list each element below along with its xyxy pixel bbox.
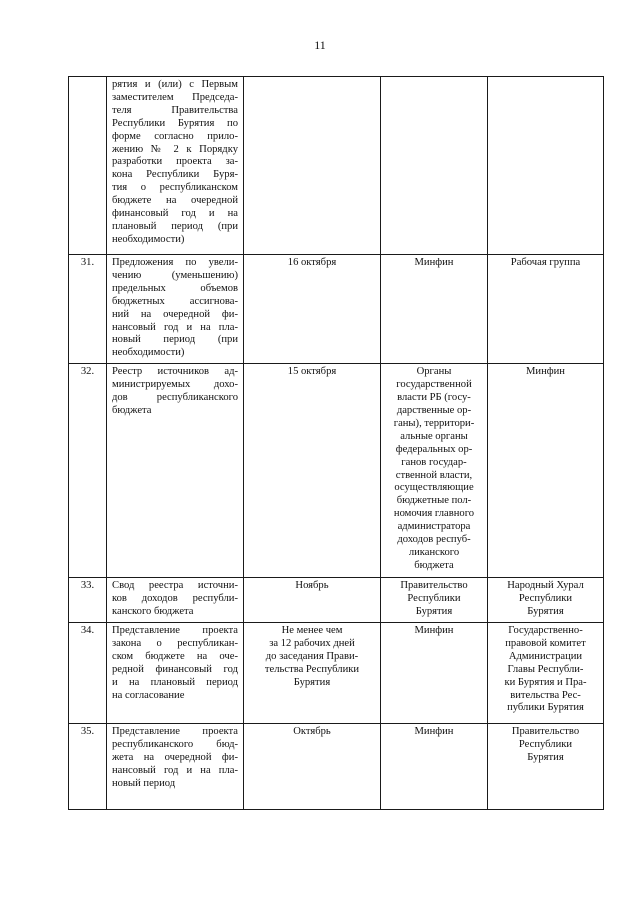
cell-line: до заседания Прави- bbox=[265, 650, 359, 662]
row-number: 35. bbox=[69, 723, 107, 809]
table-row bbox=[69, 255, 604, 364]
schedule-table bbox=[68, 76, 604, 810]
cell-line: доходов респуб- bbox=[397, 534, 471, 546]
row-number bbox=[69, 77, 107, 255]
cell-line: Реестр источников ад- bbox=[112, 366, 238, 378]
row-number: 34. bbox=[69, 622, 107, 723]
responsible-cell bbox=[381, 77, 488, 255]
cell-line: Свод реестра источни- bbox=[112, 580, 238, 592]
cell-line: Бурятия bbox=[415, 606, 453, 618]
cell-line: Предложения по увели- bbox=[112, 257, 238, 268]
cell-line: бюджетных ассигнова- bbox=[112, 295, 238, 307]
cell-line: Республики bbox=[518, 738, 573, 750]
cell-line: необходимости) bbox=[112, 347, 185, 359]
table-row bbox=[69, 578, 604, 623]
cell-line: Ноябрь bbox=[295, 580, 329, 592]
cell-line: Главы Республи- bbox=[507, 663, 584, 675]
cell-line: бюджета bbox=[112, 404, 152, 416]
cell-line: Республики bbox=[518, 593, 573, 605]
deadline-cell bbox=[244, 578, 381, 623]
cell-line: на согласование bbox=[112, 689, 185, 701]
cell-line: нансовый год и на пла- bbox=[112, 764, 238, 776]
cell-line: Представление проекта bbox=[112, 725, 238, 737]
cell-line: Рабочая группа bbox=[510, 257, 581, 268]
table-row bbox=[69, 364, 604, 578]
cell-line: Правительство bbox=[400, 580, 468, 592]
cell-line: предельных объемов bbox=[112, 282, 238, 294]
row-number: 32. bbox=[69, 364, 107, 578]
cell-line: бюджете на очередной bbox=[112, 195, 238, 207]
responsible-cell bbox=[381, 723, 488, 809]
action-cell bbox=[107, 622, 244, 723]
cell-line: бюджета bbox=[414, 559, 454, 571]
cell-line: новый период bbox=[112, 777, 176, 789]
deadline-cell bbox=[244, 255, 381, 364]
cell-line: Минфин bbox=[414, 257, 454, 268]
row-number: 33. bbox=[69, 578, 107, 623]
deadline-cell bbox=[244, 723, 381, 809]
cell-line: рятия и (или) с Первым bbox=[112, 79, 238, 90]
responsible-cell bbox=[381, 622, 488, 723]
cell-line: дарственные ор- bbox=[396, 404, 472, 416]
action-cell bbox=[107, 364, 244, 578]
cell-line: публики Бурятия bbox=[507, 702, 584, 714]
cell-line: чению (уменьшению) bbox=[112, 269, 238, 281]
cell-line: за 12 рабочих дней bbox=[269, 637, 355, 649]
recipient-cell bbox=[488, 364, 604, 578]
cell-line: государственной bbox=[396, 379, 472, 391]
cell-line: жета на очередной фи- bbox=[112, 751, 238, 763]
page-number: 11 bbox=[314, 38, 326, 52]
cell-line: нансовый год и на пла- bbox=[112, 321, 238, 333]
cell-line: канского бюджета bbox=[112, 606, 194, 618]
cell-line: Бурятия bbox=[293, 676, 331, 688]
cell-line: форме согласно прило- bbox=[112, 130, 238, 142]
cell-line: министрируемых дохо- bbox=[112, 379, 238, 391]
cell-line: и на плановый период bbox=[112, 676, 238, 688]
cell-line: Минфин bbox=[414, 624, 454, 636]
cell-line: плановый период (при bbox=[112, 220, 238, 232]
action-cell bbox=[107, 77, 244, 255]
cell-line: Государственно- bbox=[508, 624, 583, 636]
table-row bbox=[69, 622, 604, 723]
cell-line: правовой комитет bbox=[505, 637, 586, 649]
cell-line: Республики bbox=[407, 593, 461, 605]
cell-line: бюджетные пол- bbox=[396, 495, 472, 507]
cell-line: ганов государ- bbox=[401, 456, 467, 468]
cell-line: власти РБ (госу- bbox=[397, 392, 471, 404]
cell-line: финансовый год и на bbox=[112, 208, 238, 220]
cell-line: Народный Хурал bbox=[507, 580, 584, 592]
cell-line: осуществляющие bbox=[394, 482, 474, 494]
cell-line: ков доходов республи- bbox=[112, 593, 238, 605]
cell-line: 15 октября bbox=[287, 366, 337, 378]
table-row bbox=[69, 723, 604, 809]
cell-line: жению № 2 к Порядку bbox=[112, 143, 238, 155]
cell-line: новый период (при bbox=[112, 334, 238, 346]
cell-line: заместителем Председа- bbox=[112, 91, 238, 103]
cell-line: кона Республики Буря- bbox=[112, 169, 238, 181]
recipient-cell bbox=[488, 578, 604, 623]
cell-line: тельства Республики bbox=[264, 663, 360, 675]
cell-line: Представление проекта bbox=[112, 624, 238, 636]
recipient-cell bbox=[488, 255, 604, 364]
recipient-cell bbox=[488, 622, 604, 723]
cell-line: ний на очередной фи- bbox=[112, 308, 238, 320]
cell-line: ганы), территори- bbox=[393, 417, 475, 429]
cell-line: номочия главного bbox=[393, 508, 475, 520]
cell-line: 16 октября bbox=[287, 257, 337, 268]
cell-line: разработки проекта за- bbox=[112, 156, 238, 168]
cell-line: Администрации bbox=[508, 650, 583, 662]
deadline-cell bbox=[244, 77, 381, 255]
cell-line: вительства Рес- bbox=[510, 689, 581, 701]
action-cell bbox=[107, 578, 244, 623]
table-body bbox=[69, 77, 604, 810]
cell-line: администратора bbox=[397, 521, 471, 533]
cell-line: ликанского bbox=[408, 546, 460, 558]
cell-line: тия о республиканском bbox=[112, 182, 238, 194]
cell-line: Правительство bbox=[511, 725, 580, 737]
cell-line: альные органы bbox=[400, 430, 468, 442]
cell-line: ском бюджете на оче- bbox=[112, 650, 238, 662]
row-number: 31. bbox=[69, 255, 107, 364]
cell-line: Бурятия bbox=[527, 606, 564, 618]
responsible-cell bbox=[381, 364, 488, 578]
action-cell bbox=[107, 723, 244, 809]
cell-line: федеральных ор- bbox=[395, 443, 473, 455]
cell-line: Октябрь bbox=[293, 725, 331, 737]
table-row bbox=[69, 77, 604, 255]
cell-line: необходимости) bbox=[112, 233, 185, 245]
cell-line: Республики Бурятия по bbox=[112, 117, 238, 129]
cell-line: закона о республикан- bbox=[112, 637, 238, 649]
cell-line: Минфин bbox=[414, 725, 454, 737]
cell-line: Органы bbox=[416, 366, 452, 378]
cell-line: Не менее чем bbox=[281, 624, 343, 636]
cell-line: Бурятия bbox=[527, 751, 564, 763]
cell-line: теля Правительства bbox=[112, 104, 238, 116]
cell-line: ственной власти, bbox=[395, 469, 473, 481]
deadline-cell bbox=[244, 364, 381, 578]
deadline-cell bbox=[244, 622, 381, 723]
action-cell bbox=[107, 255, 244, 364]
recipient-cell bbox=[488, 723, 604, 809]
cell-line: Минфин bbox=[526, 366, 565, 378]
cell-line: ки Бурятия и Пра- bbox=[504, 676, 587, 688]
recipient-cell bbox=[488, 77, 604, 255]
responsible-cell bbox=[381, 578, 488, 623]
responsible-cell bbox=[381, 255, 488, 364]
cell-line: редной финансовый год bbox=[112, 663, 238, 675]
cell-line: дов республиканского bbox=[112, 392, 238, 404]
cell-line: республиканского бюд- bbox=[112, 738, 238, 750]
